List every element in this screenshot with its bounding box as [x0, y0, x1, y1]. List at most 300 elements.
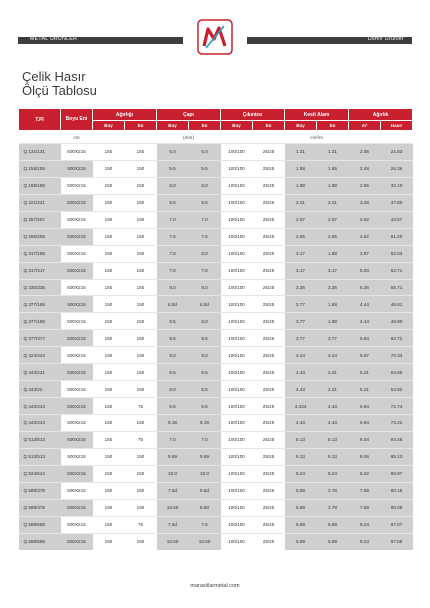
table-cell: 150	[93, 482, 125, 499]
table-cell: 150	[93, 347, 125, 364]
table-cell: 80.08	[381, 499, 413, 516]
table-cell: 5.5	[157, 160, 189, 177]
table-cell: 2.48	[349, 160, 381, 177]
table-cell: 150	[93, 160, 125, 177]
table-cell: 32.10	[381, 177, 413, 194]
table-cell: 1.88	[285, 177, 317, 194]
table-row	[19, 448, 413, 465]
table-cell: 1.31	[285, 144, 317, 161]
row-code-cell: Q 524/524	[19, 465, 61, 482]
table-cell: 4.02	[349, 211, 381, 228]
table-cell: 97.88	[381, 533, 413, 549]
table-cell: 4.24	[317, 347, 349, 364]
table-cell: 25/25	[253, 448, 285, 465]
row-code-cell: Q 589/378	[19, 499, 61, 516]
table-cell: 25/25	[253, 533, 285, 549]
table-cell: 2.06	[349, 144, 381, 161]
table-cell: 150	[125, 499, 157, 516]
table-row	[19, 160, 413, 177]
table-cell: 6.5	[157, 364, 189, 381]
table-row	[19, 211, 413, 228]
table-cell: 500X215	[61, 194, 93, 211]
table-cell: 1.88	[317, 177, 349, 194]
table-cell: 46.81	[381, 296, 413, 313]
table-cell: 1.88	[317, 313, 349, 330]
table-cell: 500X215	[61, 347, 93, 364]
table-cell: 8.50	[189, 499, 221, 516]
table-cell: 5.13	[285, 431, 317, 448]
table-cell: 25/25	[253, 482, 285, 499]
table-cell: 6.5	[189, 364, 221, 381]
table-cell: 80.15	[381, 482, 413, 499]
table-row	[19, 415, 413, 432]
table-cell: 150	[125, 194, 157, 211]
table-cell: 100/100	[221, 262, 253, 279]
table-cell: 150	[125, 211, 157, 228]
table-cell: 8.5	[157, 330, 189, 347]
row-code-cell: Q 424/424	[19, 347, 61, 364]
table-cell: 3.35	[285, 279, 317, 296]
table-cell: 150	[125, 279, 157, 296]
spec-table	[18, 108, 413, 550]
sub-header-hasir: Hasır	[381, 121, 413, 131]
table-cell: 3.77	[285, 313, 317, 330]
table-cell: 150	[125, 160, 157, 177]
table-row	[19, 516, 413, 533]
table-cell: 5.24	[317, 465, 349, 482]
table-cell: 7.0	[189, 431, 221, 448]
group-header-capi: Çapı	[157, 109, 221, 121]
table-cell: 55.71	[381, 279, 413, 296]
table-cell: 10.60	[157, 499, 189, 516]
table-cell: 7.0	[189, 211, 221, 228]
table-cell: 25/25	[253, 296, 285, 313]
table-cell: 8.0d	[157, 296, 189, 313]
sub-header-en: En	[253, 121, 285, 131]
table-cell: 500X215	[61, 431, 93, 448]
table-cell: 25/25	[253, 177, 285, 194]
table-cell: 2.21	[317, 381, 349, 398]
sub-header-boy: Boy	[221, 121, 253, 131]
header-left-label: METAL ÜRÜNLER	[30, 36, 78, 42]
table-cell: 4.434	[285, 398, 317, 415]
table-cell: 10.60	[157, 533, 189, 549]
table-cell: 150	[93, 398, 125, 415]
table-cell: 3.97	[349, 245, 381, 262]
table-cell: 25/25	[253, 431, 285, 448]
table-cell: 5.89	[317, 533, 349, 549]
header-right-bar	[247, 37, 412, 44]
table-cell: 500X215	[61, 330, 93, 347]
table-cell: 1.31	[317, 144, 349, 161]
table-cell: 6.5	[157, 398, 189, 415]
unit-cm2m: cm²/m	[310, 134, 323, 140]
table-cell: 4.44	[349, 313, 381, 330]
table-cell: 150	[93, 499, 125, 516]
table-cell: 51.20	[381, 228, 413, 245]
table-cell: 150	[93, 177, 125, 194]
table-cell: 5.5	[189, 160, 221, 177]
table-cell: 25/25	[253, 245, 285, 262]
table-cell: 3.48	[349, 194, 381, 211]
row-code-cell: Q 188/188	[19, 177, 61, 194]
row-code-cell: Q 443/443	[19, 398, 61, 415]
table-cell: 500X215	[61, 381, 93, 398]
table-cell: 9.0	[157, 381, 189, 398]
table-cell: 5.89	[285, 516, 317, 533]
table-cell: 4.43	[317, 398, 349, 415]
row-code-cell: Q 257/257	[19, 211, 61, 228]
table-cell: 5.89	[285, 533, 317, 549]
row-code-cell: Q 589/589	[19, 533, 61, 549]
table-cell: 9.89	[157, 448, 189, 465]
table-cell: 52.03	[381, 245, 413, 262]
table-cell: 7.5	[157, 228, 189, 245]
table-cell: 86.97	[381, 465, 413, 482]
table-cell: 6.94	[349, 398, 381, 415]
table-row	[19, 431, 413, 448]
table-cell: 100/100	[221, 347, 253, 364]
table-cell: 4.62	[349, 228, 381, 245]
table-cell: 9.0	[189, 347, 221, 364]
brand-logo-icon	[197, 19, 233, 55]
row-code-cell: Q 221/221	[19, 194, 61, 211]
table-cell: 4.43	[285, 381, 317, 398]
table-cell: 150	[93, 330, 125, 347]
table-cell: 3.78	[317, 499, 349, 516]
table-cell: 5.21	[349, 364, 381, 381]
table-cell: 73.42	[381, 415, 413, 432]
table-cell: 500X215	[61, 499, 93, 516]
table-row	[19, 465, 413, 482]
table-cell: 2.96	[349, 177, 381, 194]
col-header-ti: T.PI	[19, 109, 61, 131]
table-cell: 500X215	[61, 296, 93, 313]
table-cell: 150	[125, 144, 157, 161]
table-cell: 100/100	[221, 482, 253, 499]
table-cell: 25/25	[253, 465, 285, 482]
table-cell: 150	[125, 296, 157, 313]
table-row	[19, 313, 413, 330]
table-cell: 8.04	[349, 431, 381, 448]
table-cell: 25/25	[253, 228, 285, 245]
table-cell: 52.71	[381, 262, 413, 279]
table-cell: 100/100	[221, 313, 253, 330]
unit-mm: (mm)	[183, 134, 194, 140]
col-header-boyu-eni: Boyu Eni	[61, 109, 93, 131]
table-cell: 500X215	[61, 533, 93, 549]
table-row	[19, 177, 413, 194]
table-cell: 8.5	[189, 330, 221, 347]
table-cell: 2.95	[285, 228, 317, 245]
table-cell: 100/100	[221, 431, 253, 448]
group-header-agirlik: Ağırlık	[349, 109, 413, 121]
table-cell: 3.77	[317, 330, 349, 347]
table-cell: 1.88	[317, 245, 349, 262]
table-cell: 100/100	[221, 499, 253, 516]
table-cell: 150	[93, 194, 125, 211]
table-cell: 72.74	[381, 398, 413, 415]
header-left-bar	[18, 37, 183, 44]
sub-header-m2: m²	[349, 121, 381, 131]
table-cell: 54.92	[381, 381, 413, 398]
table-cell: 2.21	[285, 194, 317, 211]
table-cell: 25/25	[253, 398, 285, 415]
table-cell: 500X215	[61, 211, 93, 228]
table-cell: 54.85	[381, 364, 413, 381]
table-cell: 8.0	[189, 279, 221, 296]
table-cell: 100/100	[221, 533, 253, 549]
table-cell: 7.0	[157, 211, 189, 228]
table-cell: 7.5d	[157, 482, 189, 499]
table-row	[19, 330, 413, 347]
table-cell: 2.21	[317, 194, 349, 211]
table-row	[19, 347, 413, 364]
table-cell: 7.5	[189, 516, 221, 533]
table-cell: 25/25	[253, 381, 285, 398]
sub-header-boy: Boy	[157, 121, 189, 131]
table-cell: 43.57	[381, 211, 413, 228]
row-code-cell: Q 443/443	[19, 415, 61, 432]
table-cell: 150	[125, 347, 157, 364]
table-cell: 100/100	[221, 364, 253, 381]
table-cell: 500X215	[61, 398, 93, 415]
table-cell: 100/100	[221, 160, 253, 177]
table-cell: 85.13	[381, 448, 413, 465]
table-cell: 7.0	[157, 431, 189, 448]
row-code-cell: Q 589/589	[19, 516, 61, 533]
table-cell: 150	[125, 415, 157, 432]
row-code-cell: Q 443/221	[19, 364, 61, 381]
table-cell: 500X215	[61, 279, 93, 296]
table-cell: 7.5	[189, 228, 221, 245]
table-cell: 6.0	[189, 313, 221, 330]
table-cell: 7.8	[189, 262, 221, 279]
table-row	[19, 194, 413, 211]
row-code-cell: Q 158/158	[19, 160, 61, 177]
table-cell: 6.5	[189, 381, 221, 398]
table-row	[19, 482, 413, 499]
table-cell: 100/100	[221, 398, 253, 415]
table-cell: 500X215	[61, 415, 93, 432]
table-cell: 25/25	[253, 144, 285, 161]
table-cell: 150	[125, 381, 157, 398]
table-cell: 1.88	[317, 296, 349, 313]
table-cell: 6.0	[157, 177, 189, 194]
row-code-cell: Q 513/513	[19, 448, 61, 465]
table-cell: 10.60	[189, 533, 221, 549]
table-cell: 46.90	[381, 313, 413, 330]
table-cell: 150	[93, 228, 125, 245]
table-cell: 500X215	[61, 262, 93, 279]
table-cell: 7.5d	[157, 516, 189, 533]
table-cell: 8.0	[157, 279, 189, 296]
table-cell: 2.57	[285, 211, 317, 228]
table-cell: 500X215	[61, 465, 93, 482]
table-row	[19, 245, 413, 262]
table-cell: 6.5	[189, 194, 221, 211]
title-line-2: Ölçü Tablosu	[22, 83, 97, 98]
table-cell: 4.44	[349, 296, 381, 313]
sub-header-boy: Boy	[285, 121, 317, 131]
table-cell: 75	[125, 431, 157, 448]
table-cell: 500X215	[61, 245, 93, 262]
table-cell: 8.06	[349, 448, 381, 465]
table-cell: 1.55	[317, 160, 349, 177]
row-code-cell: Q 317/188	[19, 245, 61, 262]
table-cell: 3.17	[285, 245, 317, 262]
table-cell: 25/25	[253, 347, 285, 364]
table-cell: 500X215	[61, 228, 93, 245]
table-cell: 150	[93, 296, 125, 313]
unit-cm: cm	[73, 134, 80, 140]
table-cell: 7.59	[349, 499, 381, 516]
row-code-cell: Q 295/295	[19, 228, 61, 245]
table-cell: 97.07	[381, 516, 413, 533]
table-cell: 1.58	[285, 160, 317, 177]
sub-header-en: En	[317, 121, 349, 131]
sub-header-en: En	[125, 121, 157, 131]
header-right-label: Demir Ürünler	[367, 36, 404, 42]
spec-table-body	[19, 144, 413, 550]
table-cell: 150	[125, 448, 157, 465]
row-code-cell: Q 377/377	[19, 330, 61, 347]
table-cell: 75	[125, 398, 157, 415]
table-cell: 150	[93, 262, 125, 279]
row-code-cell: Q 335/335	[19, 279, 61, 296]
table-cell: 37.80	[381, 194, 413, 211]
table-cell: 3.17	[317, 262, 349, 279]
group-header-agirligi: Ağırlığı	[93, 109, 157, 121]
table-cell: 6.0	[189, 177, 221, 194]
table-cell: 500X215	[61, 448, 93, 465]
table-cell: 3.77	[285, 330, 317, 347]
table-cell: 150	[93, 533, 125, 549]
table-cell: 9.0	[157, 347, 189, 364]
table-cell: 25/25	[253, 499, 285, 516]
table-cell: 25/25	[253, 279, 285, 296]
table-cell: 9.19	[189, 415, 221, 432]
table-cell: 25/25	[253, 211, 285, 228]
table-cell: 75	[125, 516, 157, 533]
table-cell: 8.5	[157, 313, 189, 330]
table-cell: 4.43	[285, 415, 317, 432]
table-cell: 5.24	[285, 465, 317, 482]
table-cell: 150	[93, 465, 125, 482]
table-cell: 9.18	[157, 415, 189, 432]
group-header-cikintisi: Çıkıntısı	[221, 109, 285, 121]
row-code-cell: Q 317/317	[19, 262, 61, 279]
table-cell: 4.24	[285, 347, 317, 364]
table-cell: 150	[125, 228, 157, 245]
table-cell: 150	[93, 431, 125, 448]
table-row	[19, 144, 413, 161]
table-row	[19, 296, 413, 313]
table-cell: 25/25	[253, 194, 285, 211]
table-cell: 150	[125, 262, 157, 279]
table-cell: 2.57	[317, 211, 349, 228]
table-cell: 5.00	[349, 262, 381, 279]
table-cell: 150	[93, 516, 125, 533]
table-cell: 6.0	[189, 245, 221, 262]
table-cell: 100/100	[221, 211, 253, 228]
table-cell: 5.13	[285, 448, 317, 465]
table-cell: 3.78	[317, 482, 349, 499]
table-cell: 6.0d	[189, 296, 221, 313]
table-row	[19, 499, 413, 516]
table-cell: 150	[93, 448, 125, 465]
table-cell: 25/25	[253, 160, 285, 177]
table-cell: 8.5d	[189, 482, 221, 499]
table-cell: 150	[93, 381, 125, 398]
table-cell: 3.35	[317, 279, 349, 296]
table-cell: 10.0	[189, 465, 221, 482]
table-cell: 26.36	[381, 160, 413, 177]
table-cell: 9.24	[349, 533, 381, 549]
table-cell: 3.17	[285, 262, 317, 279]
table-cell: 5.26	[349, 279, 381, 296]
table-cell: 25/25	[253, 415, 285, 432]
title-line-1: Çelik Hasır	[22, 69, 86, 84]
table-cell: 2.21	[317, 364, 349, 381]
table-row	[19, 398, 413, 415]
table-cell: 7.8	[157, 262, 189, 279]
table-cell: 100/100	[221, 245, 253, 262]
table-cell: 8.22	[349, 465, 381, 482]
table-cell: 5.89	[285, 482, 317, 499]
table-cell: 100/100	[221, 296, 253, 313]
table-cell: 150	[125, 177, 157, 194]
table-cell: 10.0	[157, 465, 189, 482]
row-code-cell: Q 443/22	[19, 381, 61, 398]
table-cell: 100/100	[221, 279, 253, 296]
table-cell: 100/100	[221, 381, 253, 398]
sub-header-boy: Boy	[93, 121, 125, 131]
table-cell: 70.33	[381, 347, 413, 364]
table-cell: 100/100	[221, 144, 253, 161]
table-cell: 25/25	[253, 313, 285, 330]
table-cell: 150	[93, 364, 125, 381]
table-cell: 100/100	[221, 228, 253, 245]
table-row	[19, 364, 413, 381]
table-row	[19, 533, 413, 549]
table-cell: 5.13	[317, 448, 349, 465]
row-code-cell: Q 377/188	[19, 296, 61, 313]
table-cell: 150	[125, 330, 157, 347]
table-cell: 9.89	[189, 448, 221, 465]
table-cell: 100/100	[221, 465, 253, 482]
table-cell: 2.95	[317, 228, 349, 245]
table-cell: 5.13	[317, 431, 349, 448]
table-cell: 3.77	[285, 296, 317, 313]
table-cell: 21.83	[381, 144, 413, 161]
group-header-kesit: Kesit Alanı	[285, 109, 349, 121]
table-cell: 100/100	[221, 415, 253, 432]
table-cell: 150	[93, 144, 125, 161]
row-code-cell: Q 377/188	[19, 313, 61, 330]
table-cell: 150	[125, 482, 157, 499]
table-cell: 100/100	[221, 516, 253, 533]
table-cell: 6.5	[189, 398, 221, 415]
table-cell: 150	[93, 279, 125, 296]
table-cell: 150	[93, 415, 125, 432]
table-cell: 150	[93, 245, 125, 262]
table-cell: 100/100	[221, 330, 253, 347]
table-cell: 500X215	[61, 516, 93, 533]
row-code-cell: Q 131/131	[19, 144, 61, 161]
table-cell: 100/100	[221, 177, 253, 194]
table-cell: 150	[125, 313, 157, 330]
